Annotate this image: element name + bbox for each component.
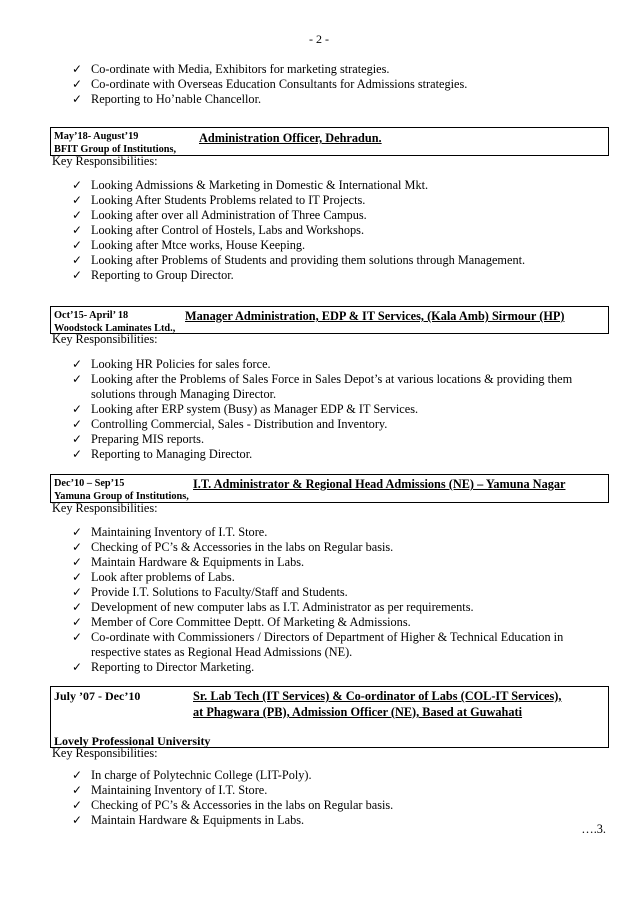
list-item: ✓ Provide I.T. Solutions to Faculty/Staff and Students.: [72, 585, 348, 599]
job-organization: Lovely Professional University: [54, 734, 211, 748]
checkmark-icon: ✓: [72, 570, 83, 584]
list-item: ✓ Look after problems of Labs.: [72, 570, 235, 584]
checkmark-icon: ✓: [72, 238, 83, 252]
job-period: July ’07 - Dec’10: [54, 689, 141, 703]
list-item: ✓ Looking After Students Problems related to IT Projects.: [72, 193, 366, 207]
list-item: ✓ Looking after ERP system (Busy) as Manager EDP & IT Services.: [72, 402, 419, 416]
list-item: ✓ Reporting to Managing Director.: [72, 447, 253, 461]
list-item: ✓ Reporting to Ho’nable Chancellor.: [72, 92, 262, 106]
checkmark-icon: ✓: [72, 660, 83, 674]
job-organization: Yamuna Group of Institutions,: [54, 491, 189, 502]
checkmark-icon: ✓: [72, 615, 83, 629]
checkmark-icon: ✓: [72, 798, 83, 812]
job-header-lpu: [50, 686, 609, 748]
checkmark-icon: ✓: [72, 178, 83, 192]
list-item: ✓ Maintain Hardware & Equipments in Labs.: [72, 813, 305, 827]
checkmark-icon: ✓: [72, 357, 83, 371]
checkmark-icon: ✓: [72, 585, 83, 599]
job-title-line-2: at Phagwara (PB), Admission Officer (NE), Based at Guwahati: [193, 705, 523, 719]
page-number: - 2 -: [309, 32, 329, 46]
checkmark-icon: ✓: [72, 630, 83, 644]
list-item: ✓ Checking of PC’s & Accessories in the labs on Regular basis.: [72, 798, 394, 812]
job-period: Oct’15- April’ 18: [54, 310, 129, 321]
list-item: ✓ Preparing MIS reports.: [72, 432, 205, 446]
list-item: ✓ Maintaining Inventory of I.T. Store.: [72, 783, 268, 797]
job-bullet-list: [72, 178, 602, 283]
job-title: I.T. Administrator & Regional Head Admissions (NE) – Yamuna Nagar: [193, 477, 566, 491]
list-item: ✓ Reporting to Group Director.: [72, 268, 234, 282]
list-item: ✓ Looking after Problems of Students and providing them solutions through Management.: [72, 253, 526, 267]
list-item: ✓ Looking Admissions & Marketing in Domestic & International Mkt.: [72, 178, 429, 192]
job-bullet-list: [72, 357, 602, 462]
checkmark-icon: ✓: [72, 268, 83, 282]
checkmark-icon: ✓: [72, 253, 83, 267]
key-responsibilities-label: Key Responsibilities:: [52, 154, 158, 168]
job-period: Dec’10 – Sep’15: [54, 478, 125, 489]
checkmark-icon: ✓: [72, 417, 83, 431]
job-header-woodstock: [50, 306, 609, 334]
job-bullet-list: [72, 525, 602, 675]
list-item: ✓ In charge of Polytechnic College (LIT-Poly).: [72, 768, 312, 782]
checkmark-icon: ✓: [72, 432, 83, 446]
checkmark-icon: ✓: [72, 193, 83, 207]
list-item: ✓ Looking after Control of Hostels, Labs and Workshops.: [72, 223, 365, 237]
checkmark-icon: ✓: [72, 223, 83, 237]
key-responsibilities-label: Key Responsibilities:: [52, 332, 158, 346]
list-item: ✓ Looking after the Problems of Sales Force in Sales Depot’s at various locations & providing them solutions through Managing Director.: [72, 372, 573, 401]
job-title: Manager Administration, EDP & IT Services, (Kala Amb) Sirmour (HP): [185, 309, 565, 323]
checkmark-icon: ✓: [72, 768, 83, 782]
checkmark-icon: ✓: [72, 447, 83, 461]
checkmark-icon: ✓: [72, 402, 83, 416]
list-item: ✓ Co-ordinate with Media, Exhibitors for marketing strategies.: [72, 62, 390, 76]
list-item: ✓ Reporting to Director Marketing.: [72, 660, 255, 674]
job-organization: Woodstock Laminates Ltd.,: [54, 323, 176, 334]
list-item: ✓ Looking HR Policies for sales force.: [72, 357, 271, 371]
list-item: ✓ Maintain Hardware & Equipments in Labs.: [72, 555, 305, 569]
job-organization: BFIT Group of Institutions,: [54, 144, 177, 155]
checkmark-icon: ✓: [72, 92, 83, 106]
list-item: ✓ Looking after Mtce works, House Keeping.: [72, 238, 306, 252]
list-item: ✓ Controlling Commercial, Sales - Distribution and Inventory.: [72, 417, 388, 431]
key-responsibilities-label: Key Responsibilities:: [52, 501, 158, 515]
list-item: ✓ Looking after over all Administration of Three Campus.: [72, 208, 367, 222]
checkmark-icon: ✓: [72, 77, 83, 91]
checkmark-icon: ✓: [72, 813, 83, 827]
job-title-line-1: Sr. Lab Tech (IT Services) & Co-ordinator of Labs (COL-IT Services),: [193, 689, 562, 703]
job-header-bfit: [50, 127, 609, 156]
checkmark-icon: ✓: [72, 540, 83, 554]
intro-bullet-list: [72, 62, 602, 107]
checkmark-icon: ✓: [72, 600, 83, 614]
checkmark-icon: ✓: [72, 555, 83, 569]
job-title: Administration Officer, Dehradun.: [199, 131, 382, 145]
checkmark-icon: ✓: [72, 62, 83, 76]
key-responsibilities-label: Key Responsibilities:: [52, 746, 158, 760]
continuation-marker: ….3.: [581, 822, 606, 836]
checkmark-icon: ✓: [72, 783, 83, 797]
job-header-yamuna: [50, 474, 609, 503]
job-period: May’18- August’19: [54, 131, 139, 142]
checkmark-icon: ✓: [72, 372, 83, 386]
list-item: ✓ Member of Core Committee Deptt. Of Marketing & Admissions.: [72, 615, 411, 629]
list-item: ✓ Checking of PC’s & Accessories in the labs on Regular basis.: [72, 540, 394, 554]
checkmark-icon: ✓: [72, 525, 83, 539]
list-item: ✓ Co-ordinate with Overseas Education Consultants for Admissions strategies.: [72, 77, 468, 91]
list-item: ✓ Development of new computer labs as I.T. Administrator as per requirements.: [72, 600, 474, 614]
list-item: ✓ Maintaining Inventory of I.T. Store.: [72, 525, 268, 539]
list-item: ✓ Co-ordinate with Commissioners / Directors of Department of Higher & Technical Education in respective states as Regional Head Admissions (NE).: [72, 630, 564, 659]
checkmark-icon: ✓: [72, 208, 83, 222]
job-bullet-list: [72, 768, 602, 828]
